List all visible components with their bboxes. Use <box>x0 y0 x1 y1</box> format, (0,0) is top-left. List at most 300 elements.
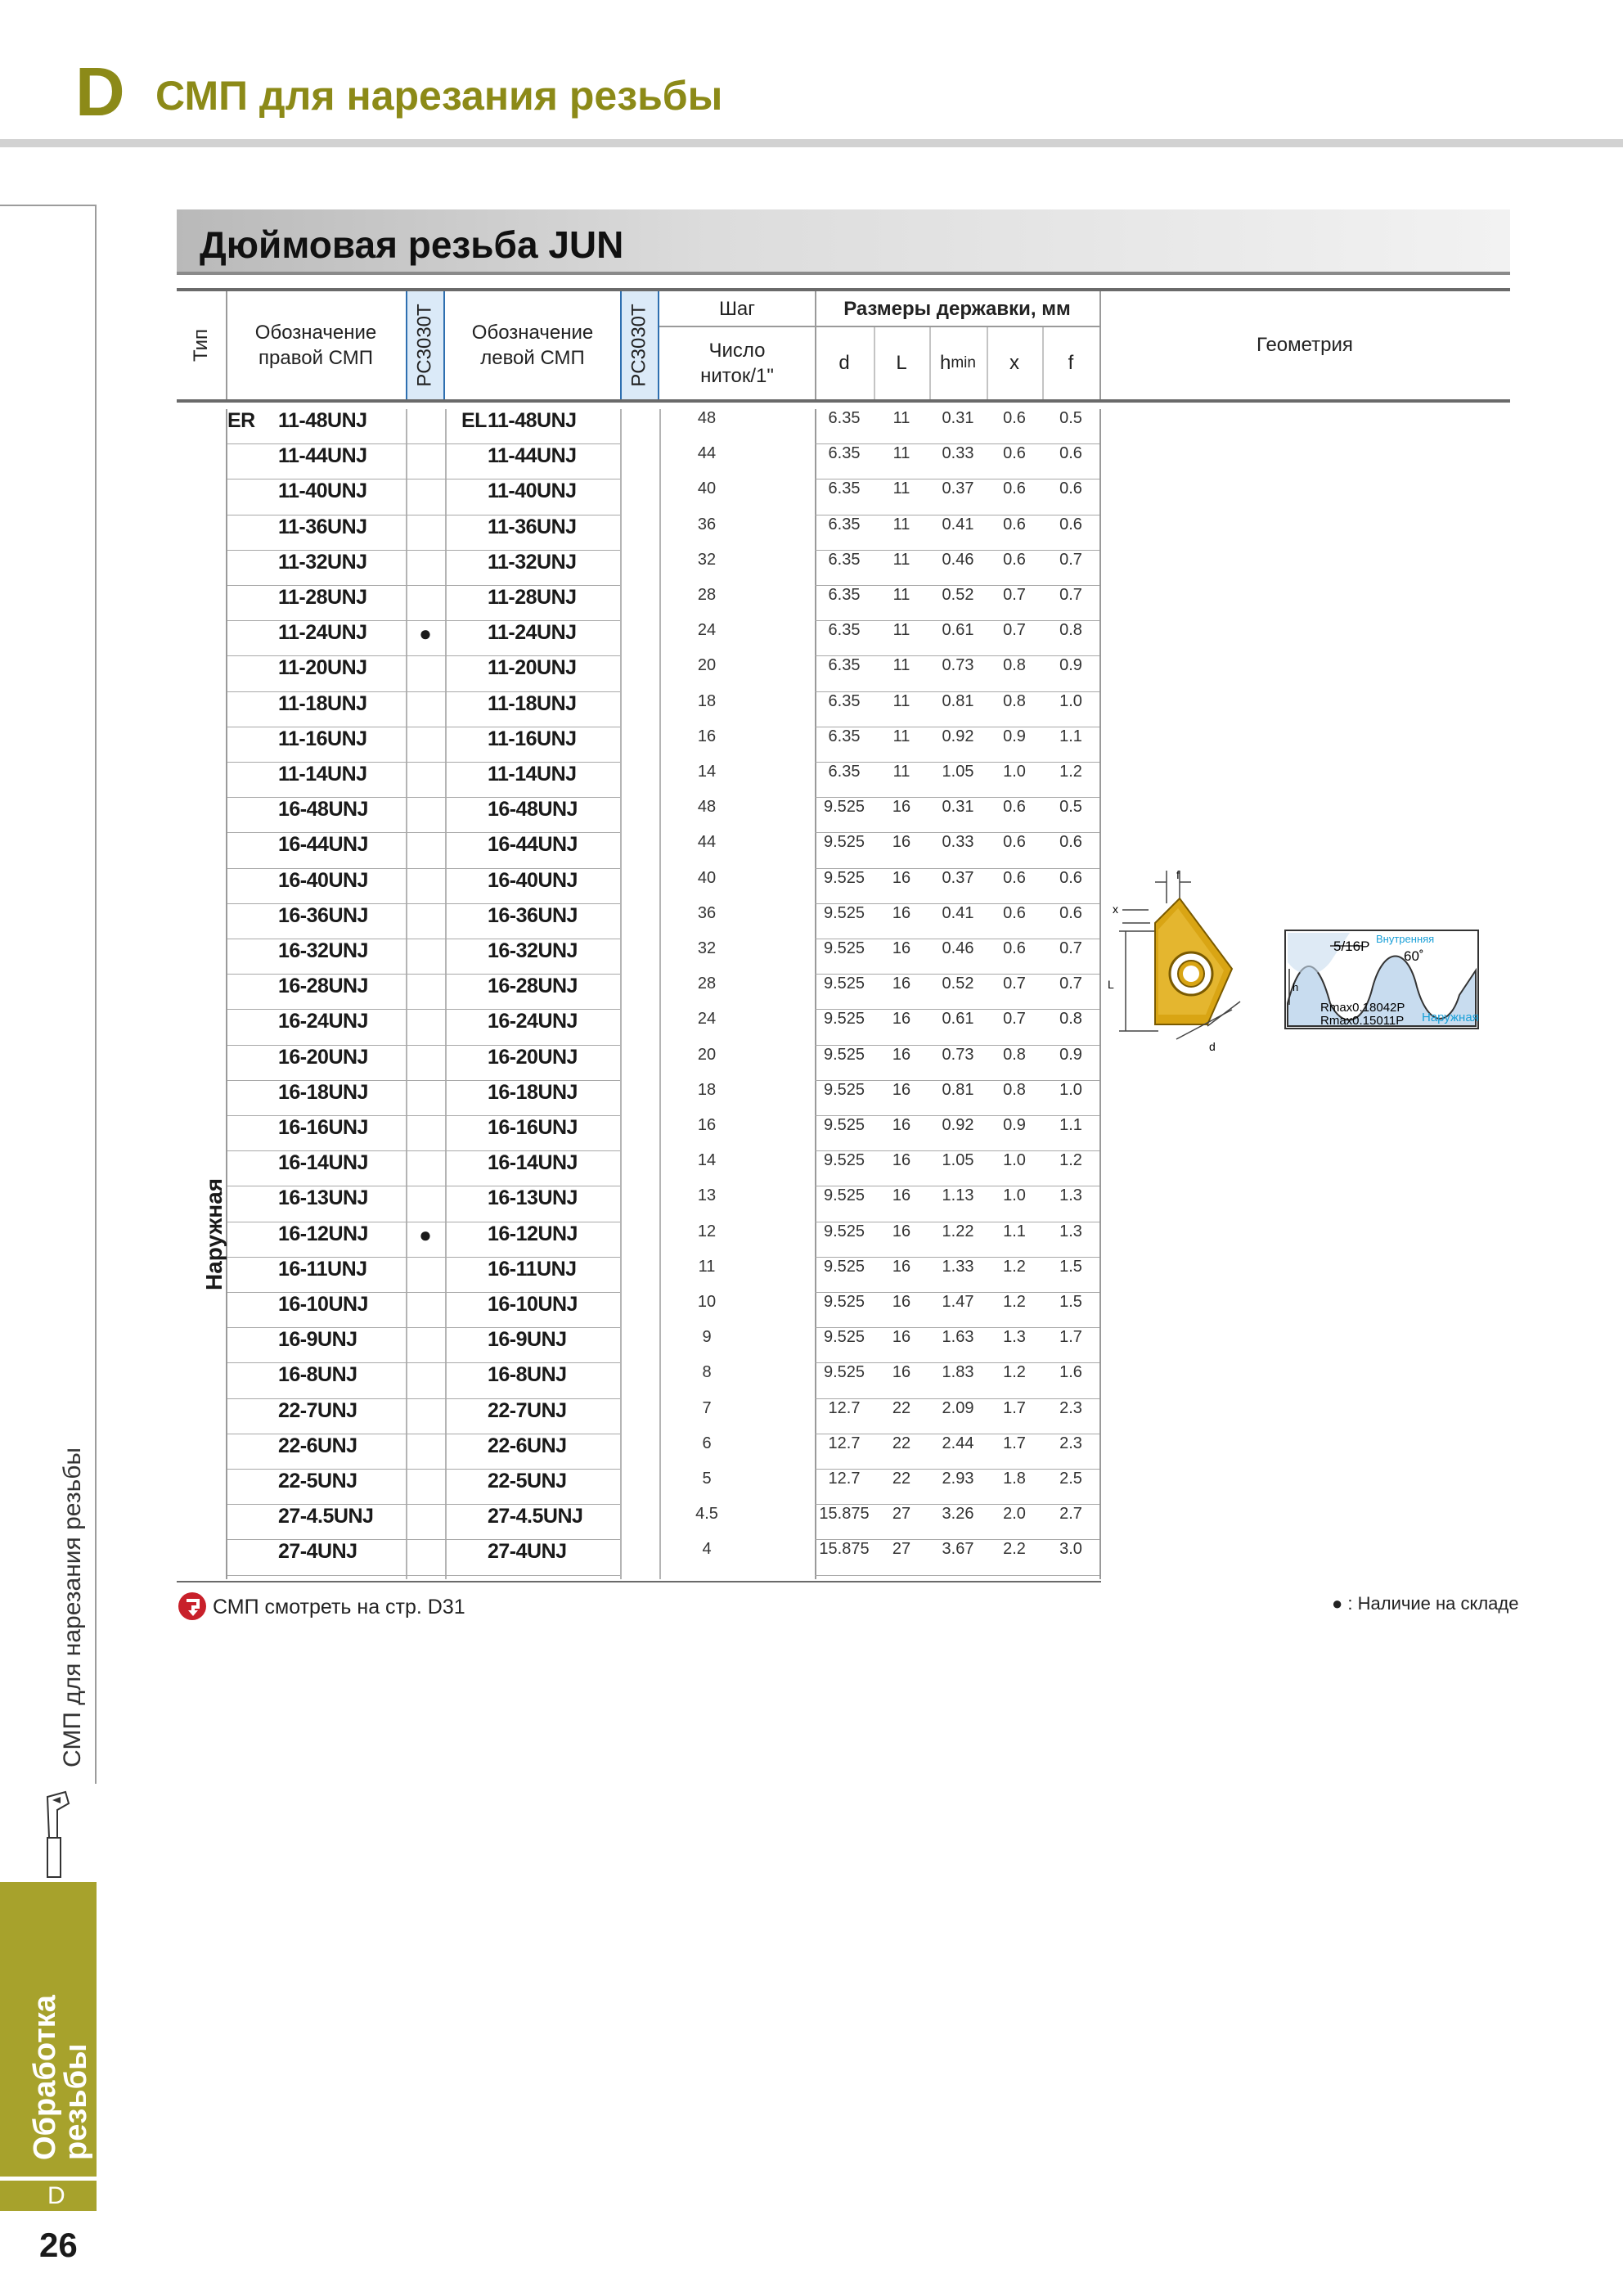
cell-right-insert <box>227 1399 406 1434</box>
cell-stock <box>407 939 443 975</box>
cell-hmin: 1.13 <box>942 1186 974 1205</box>
cell-d: 6.35 <box>828 444 861 463</box>
right-insert-code: 11-20UNJ <box>278 656 367 680</box>
cell-stock <box>407 833 443 868</box>
cell-L: 11 <box>892 550 910 569</box>
left-insert-code: 16-16UNJ <box>488 1116 578 1139</box>
header-hmin <box>929 327 987 399</box>
label-L: L <box>1108 978 1114 991</box>
header-grade-left-label: PC3030T <box>628 304 651 387</box>
cell-left-insert <box>447 1470 622 1505</box>
cell-left-insert <box>447 444 622 479</box>
cell-hmin: 0.73 <box>942 656 974 675</box>
cell-f: 0.5 <box>1059 409 1082 427</box>
cell-stock <box>407 1293 443 1328</box>
profile-rmax-2: Rmax0.15011P <box>1320 1014 1405 1028</box>
cell-right-insert <box>227 833 406 868</box>
header-divider <box>815 291 816 399</box>
cell-hmin: 0.37 <box>942 479 974 498</box>
right-insert-code: 16-13UNJ <box>278 1186 368 1210</box>
cell-right-insert <box>227 727 406 763</box>
right-insert-code: 11-24UNJ <box>278 621 367 645</box>
cell-L: 16 <box>892 1293 911 1311</box>
table-row <box>177 1505 1510 1540</box>
cell-d: 9.525 <box>823 1363 865 1382</box>
right-insert-code: 16-10UNJ <box>278 1293 368 1316</box>
cell-d: 9.525 <box>823 1010 865 1029</box>
cell-right-insert <box>227 692 406 727</box>
profile-pitch: 5/16P <box>1333 939 1370 954</box>
cell-hmin: 0.33 <box>942 833 974 852</box>
cell-right-insert <box>227 798 406 833</box>
header-f: f <box>1068 352 1074 375</box>
cell-d: 12.7 <box>828 1434 861 1452</box>
cell-pitch: 28 <box>697 586 717 604</box>
cell-right-insert <box>227 1258 406 1293</box>
header-divider <box>226 291 227 399</box>
cell-d: 6.35 <box>828 691 861 710</box>
cell-f: 0.6 <box>1059 833 1082 852</box>
cell-d: 9.525 <box>823 1328 865 1347</box>
cell-pitch: 13 <box>697 1186 717 1205</box>
page-title: СМП для нарезания резьбы <box>155 73 723 119</box>
left-prefix: EL <box>461 409 487 432</box>
left-insert-code: 22-7UNJ <box>488 1398 567 1422</box>
table-row <box>177 727 1510 763</box>
cell-right-insert <box>227 1434 406 1470</box>
header-divider <box>1099 291 1101 399</box>
left-insert-code: 11-20UNJ <box>488 656 577 680</box>
header-divider <box>659 326 1099 327</box>
profile-outer: Наружная <box>1422 1011 1479 1024</box>
cell-left-insert <box>447 975 622 1010</box>
table-row <box>177 409 1510 444</box>
left-insert-code: 16-24UNJ <box>488 1010 578 1033</box>
cell-f: 1.6 <box>1059 1363 1082 1382</box>
profile-h: h <box>1293 981 1299 993</box>
cell-hmin: 0.41 <box>942 903 974 922</box>
cell-x: 1.2 <box>1003 1363 1026 1382</box>
cell-stock <box>407 1151 443 1186</box>
table-row <box>177 1116 1510 1151</box>
cell-right-insert <box>227 1186 406 1222</box>
cell-pitch: 4.5 <box>695 1505 718 1524</box>
cell-hmin: 0.46 <box>942 550 974 569</box>
cell-stock <box>407 692 443 727</box>
cell-stock <box>407 975 443 1010</box>
table-row <box>177 551 1510 586</box>
left-insert-code: 16-14UNJ <box>488 1151 578 1175</box>
cell-left-insert <box>447 869 622 904</box>
page-reference-icon <box>177 1591 208 1622</box>
sidebar-tab-letter: D <box>0 2178 97 2211</box>
cell-x: 0.7 <box>1003 1010 1026 1029</box>
cell-left-insert <box>447 621 622 656</box>
cell-hmin: 1.63 <box>942 1328 974 1347</box>
cell-x: 0.9 <box>1003 1116 1026 1134</box>
cell-d: 6.35 <box>828 763 861 781</box>
cell-hmin: 0.41 <box>942 515 974 533</box>
cell-d: 9.525 <box>823 833 865 852</box>
cell-right-insert <box>227 586 406 621</box>
cell-right-insert <box>227 1505 406 1540</box>
cell-d: 6.35 <box>828 515 861 533</box>
cell-d: 9.525 <box>823 1151 865 1170</box>
cell-x: 0.6 <box>1003 479 1026 498</box>
cell-x: 1.0 <box>1003 763 1026 781</box>
header-pitch: Шаг <box>718 298 756 321</box>
cell-L: 16 <box>892 868 911 887</box>
cell-right-insert <box>227 975 406 1010</box>
cell-pitch: 4 <box>702 1540 712 1559</box>
sidebar-tab-label-line-2: резьбы <box>59 2043 93 2160</box>
cell-L: 16 <box>892 1363 911 1382</box>
cell-stock <box>407 1363 443 1398</box>
cell-f: 1.7 <box>1059 1328 1082 1347</box>
cell-f: 0.7 <box>1059 586 1082 604</box>
cell-pitch: 12 <box>697 1222 717 1240</box>
table-row <box>177 798 1510 833</box>
right-insert-code: 16-28UNJ <box>278 975 368 998</box>
left-insert-code: 16-10UNJ <box>488 1293 578 1316</box>
cell-left-insert <box>447 1151 622 1186</box>
cell-stock <box>407 1046 443 1081</box>
cell-hmin: 0.31 <box>942 409 974 427</box>
table-bottom-rule <box>177 1581 1101 1582</box>
cell-hmin: 1.47 <box>942 1293 974 1311</box>
table-row <box>177 1151 1510 1186</box>
cell-hmin: 2.09 <box>942 1398 974 1417</box>
cell-x: 0.9 <box>1003 727 1026 745</box>
cell-f: 1.1 <box>1059 1116 1082 1134</box>
cell-hmin: 0.52 <box>942 586 974 604</box>
cell-left-insert <box>447 1081 622 1116</box>
cell-pitch: 40 <box>697 868 717 887</box>
cell-x: 1.2 <box>1003 1293 1026 1311</box>
table-row <box>177 1399 1510 1434</box>
cell-left-insert <box>447 763 622 798</box>
cell-right-insert <box>227 1470 406 1505</box>
cell-d: 12.7 <box>828 1398 861 1417</box>
cell-stock <box>407 515 443 551</box>
cell-f: 0.9 <box>1059 656 1082 675</box>
cell-L: 11 <box>892 621 910 640</box>
cell-left-insert <box>447 798 622 833</box>
cell-d: 15.875 <box>819 1505 870 1524</box>
cell-left-insert <box>447 409 622 444</box>
profile-rmax-1: Rmax0.18042P <box>1320 1001 1405 1015</box>
header-geometry: Геометрия <box>1257 334 1353 357</box>
cell-hmin: 0.81 <box>942 1080 974 1099</box>
cell-x: 0.7 <box>1003 586 1026 604</box>
left-insert-code: 11-24UNJ <box>488 621 577 645</box>
cell-pitch: 24 <box>697 621 717 640</box>
cell-x: 0.7 <box>1003 621 1026 640</box>
left-insert-code: 16-20UNJ <box>488 1045 578 1069</box>
cell-right-insert <box>227 479 406 515</box>
page-number: 26 <box>39 2226 78 2264</box>
cell-left-insert <box>447 1046 622 1081</box>
cell-x: 0.6 <box>1003 903 1026 922</box>
cell-pitch: 11 <box>698 1257 716 1276</box>
cell-f: 1.3 <box>1059 1186 1082 1205</box>
cell-right-insert <box>227 1010 406 1045</box>
table-row <box>177 869 1510 904</box>
left-insert-code: 16-40UNJ <box>488 868 578 892</box>
right-insert-code: 16-11UNJ <box>278 1257 367 1281</box>
left-insert-code: 11-16UNJ <box>488 727 577 750</box>
cell-pitch: 16 <box>697 1116 717 1134</box>
cell-d: 9.525 <box>823 798 865 817</box>
cell-stock <box>407 1470 443 1505</box>
cell-f: 0.9 <box>1059 1045 1082 1064</box>
cell-pitch: 44 <box>697 833 717 852</box>
cell-pitch: 48 <box>697 409 717 427</box>
cell-x: 1.0 <box>1003 1186 1026 1205</box>
cell-right-insert <box>227 939 406 975</box>
cell-d: 6.35 <box>828 550 861 569</box>
cell-pitch: 28 <box>697 975 717 993</box>
left-insert-code: 16-48UNJ <box>488 798 578 822</box>
cell-f: 0.6 <box>1059 444 1082 463</box>
cell-hmin: 0.61 <box>942 621 974 640</box>
cell-left-insert <box>447 833 622 868</box>
cell-right-insert <box>227 1046 406 1081</box>
cell-L: 16 <box>892 1010 911 1029</box>
cell-left-insert <box>447 904 622 939</box>
cell-x: 0.8 <box>1003 691 1026 710</box>
profile-inner: Внутренняя <box>1376 933 1435 945</box>
right-insert-code: 16-48UNJ <box>278 798 368 822</box>
cell-pitch: 20 <box>697 1045 717 1064</box>
cell-L: 11 <box>892 409 910 427</box>
cell-hmin: 0.81 <box>942 691 974 710</box>
table-row <box>177 833 1510 868</box>
cell-x: 0.6 <box>1003 939 1026 957</box>
cell-left-insert <box>447 1222 622 1258</box>
cell-L: 16 <box>892 939 911 957</box>
table-row <box>177 692 1510 727</box>
cell-left-insert <box>447 692 622 727</box>
cell-left-insert <box>447 586 622 621</box>
cell-L: 11 <box>892 691 910 710</box>
cell-d: 9.525 <box>823 975 865 993</box>
cell-f: 3.0 <box>1059 1540 1082 1559</box>
table-row <box>177 1258 1510 1293</box>
cell-left-insert <box>447 479 622 515</box>
table-row <box>177 479 1510 515</box>
table-header <box>177 288 1510 403</box>
cell-L: 16 <box>892 1328 911 1347</box>
cell-L: 16 <box>892 1151 911 1170</box>
cell-L: 22 <box>892 1470 911 1488</box>
header-threads-per-inch: Число ниток/1" <box>700 339 774 387</box>
cell-x: 1.1 <box>1003 1222 1026 1240</box>
cell-left-insert <box>447 1186 622 1222</box>
cell-stock <box>407 1186 443 1222</box>
label-f: f <box>1176 868 1180 881</box>
right-insert-code: 11-16UNJ <box>278 727 367 750</box>
cell-d: 6.35 <box>828 621 861 640</box>
left-insert-code: 16-36UNJ <box>488 903 578 927</box>
cell-pitch: 9 <box>702 1328 712 1347</box>
right-insert-code: 11-32UNJ <box>278 550 367 574</box>
cell-stock <box>407 1399 443 1434</box>
cell-f: 1.0 <box>1059 691 1082 710</box>
cell-hmin: 0.52 <box>942 975 974 993</box>
cell-f: 2.3 <box>1059 1434 1082 1452</box>
right-insert-code: 11-40UNJ <box>278 479 367 503</box>
cell-hmin: 0.73 <box>942 1045 974 1064</box>
cell-right-insert <box>227 1540 406 1575</box>
cell-f: 1.2 <box>1059 1151 1082 1170</box>
cell-f: 2.5 <box>1059 1470 1082 1488</box>
type-value: Наружная <box>201 1177 227 1290</box>
right-insert-code: 11-14UNJ <box>278 763 367 786</box>
cell-L: 11 <box>892 656 910 675</box>
cell-pitch: 24 <box>697 1010 717 1029</box>
header-divider <box>874 327 875 399</box>
cell-d: 6.35 <box>828 479 861 498</box>
cell-left-insert <box>447 1328 622 1363</box>
cell-pitch: 10 <box>697 1293 717 1311</box>
table-row <box>177 1363 1510 1398</box>
right-insert-code: 16-36UNJ <box>278 903 368 927</box>
cell-L: 16 <box>892 1222 911 1240</box>
cell-L: 11 <box>892 763 910 781</box>
left-insert-code: 16-28UNJ <box>488 975 578 998</box>
left-insert-code: 11-32UNJ <box>488 550 577 574</box>
cell-d: 9.525 <box>823 1257 865 1276</box>
left-insert-code: 11-40UNJ <box>488 479 577 503</box>
header-grade-right <box>406 291 445 399</box>
cell-right-insert <box>227 409 406 444</box>
right-insert-code: 22-5UNJ <box>278 1470 357 1492</box>
cell-stock <box>407 479 443 515</box>
cell-right-insert <box>227 869 406 904</box>
cell-f: 0.7 <box>1059 550 1082 569</box>
thread-profile-drawing <box>1284 930 1479 1029</box>
left-insert-code: 27-4.5UNJ <box>488 1505 583 1528</box>
cell-L: 22 <box>892 1434 911 1452</box>
cell-pitch: 8 <box>702 1363 712 1382</box>
cell-hmin: 2.44 <box>942 1434 974 1452</box>
cell-L: 11 <box>892 586 910 604</box>
left-insert-code: 16-44UNJ <box>488 833 578 857</box>
cell-L: 16 <box>892 798 911 817</box>
cell-L: 11 <box>892 727 910 745</box>
right-insert-code: 16-40UNJ <box>278 868 368 892</box>
cell-left-insert <box>447 656 622 691</box>
right-insert-code: 16-32UNJ <box>278 939 368 962</box>
cell-right-insert <box>227 1081 406 1116</box>
left-insert-code: 27-4UNJ <box>488 1540 567 1564</box>
cell-f: 0.6 <box>1059 479 1082 498</box>
chapter-letter: D <box>75 53 125 130</box>
table-row <box>177 1470 1510 1505</box>
table-row <box>177 1186 1510 1222</box>
cell-L: 16 <box>892 903 911 922</box>
header-grade-right-label: PC3030T <box>414 304 437 387</box>
cell-L: 16 <box>892 1257 911 1276</box>
cell-right-insert <box>227 621 406 656</box>
right-insert-code: 16-44UNJ <box>278 833 368 857</box>
cell-d: 6.35 <box>828 727 861 745</box>
cell-right-insert <box>227 444 406 479</box>
table-row <box>177 1540 1510 1575</box>
header-divider <box>929 327 931 399</box>
cell-stock <box>407 1258 443 1293</box>
page-reference-link[interactable]: СМП смотреть на стр. D31 <box>213 1596 465 1618</box>
cell-pitch: 44 <box>697 444 717 463</box>
cell-pitch: 18 <box>697 691 717 710</box>
cell-pitch: 20 <box>697 656 717 675</box>
cell-hmin: 0.37 <box>942 868 974 887</box>
cell-stock <box>407 904 443 939</box>
right-insert-code: 11-44UNJ <box>278 444 367 468</box>
cell-pitch: 40 <box>697 479 717 498</box>
cell-hmin: 3.67 <box>942 1540 974 1559</box>
cell-hmin: 0.33 <box>942 444 974 463</box>
right-prefix: ER <box>227 409 255 432</box>
cell-hmin: 2.93 <box>942 1470 974 1488</box>
cell-left-insert <box>447 1010 622 1045</box>
sidebar-tab-label-line-1: Обработка <box>28 1995 62 2160</box>
cell-right-insert <box>227 904 406 939</box>
cell-d: 6.35 <box>828 586 861 604</box>
cell-L: 27 <box>892 1505 911 1524</box>
right-insert-code: 16-20UNJ <box>278 1045 368 1069</box>
header-type <box>177 291 226 399</box>
table-row <box>177 1081 1510 1116</box>
cell-x: 2.2 <box>1003 1540 1026 1559</box>
table-row <box>177 656 1510 691</box>
sidebar-tab-label <box>29 1995 92 2160</box>
cell-stock <box>407 1116 443 1151</box>
cell-stock <box>407 586 443 621</box>
right-insert-code: 16-12UNJ <box>278 1222 368 1245</box>
cell-stock <box>407 1434 443 1470</box>
cell-x: 1.7 <box>1003 1434 1026 1452</box>
cell-stock <box>407 409 443 444</box>
cell-pitch: 32 <box>697 550 717 569</box>
cell-left-insert <box>447 515 622 551</box>
cell-hmin: 1.05 <box>942 1151 974 1170</box>
cell-pitch: 36 <box>697 903 717 922</box>
left-insert-code: 16-9UNJ <box>488 1328 567 1352</box>
cell-pitch: 7 <box>702 1398 712 1417</box>
label-x: x <box>1113 903 1118 916</box>
right-insert-code: 22-6UNJ <box>278 1434 357 1457</box>
cell-f: 1.5 <box>1059 1257 1082 1276</box>
cell-stock <box>407 656 443 691</box>
cell-x: 1.0 <box>1003 1151 1026 1170</box>
cell-x: 0.6 <box>1003 798 1026 817</box>
header-left-insert: Обозначение левой СМП <box>471 321 594 369</box>
cell-f: 2.7 <box>1059 1505 1082 1524</box>
cell-hmin: 0.92 <box>942 727 974 745</box>
cell-right-insert <box>227 1151 406 1186</box>
cell-f: 1.2 <box>1059 763 1082 781</box>
cell-right-insert <box>227 551 406 586</box>
cell-L: 16 <box>892 1080 911 1099</box>
header-hmin-sub: min <box>951 353 976 371</box>
cell-d: 6.35 <box>828 656 861 675</box>
right-insert-code: 22-7UNJ <box>278 1398 357 1422</box>
cell-pitch: 14 <box>697 1151 717 1170</box>
right-insert-code: 16-18UNJ <box>278 1080 368 1104</box>
section-banner <box>177 209 1510 275</box>
